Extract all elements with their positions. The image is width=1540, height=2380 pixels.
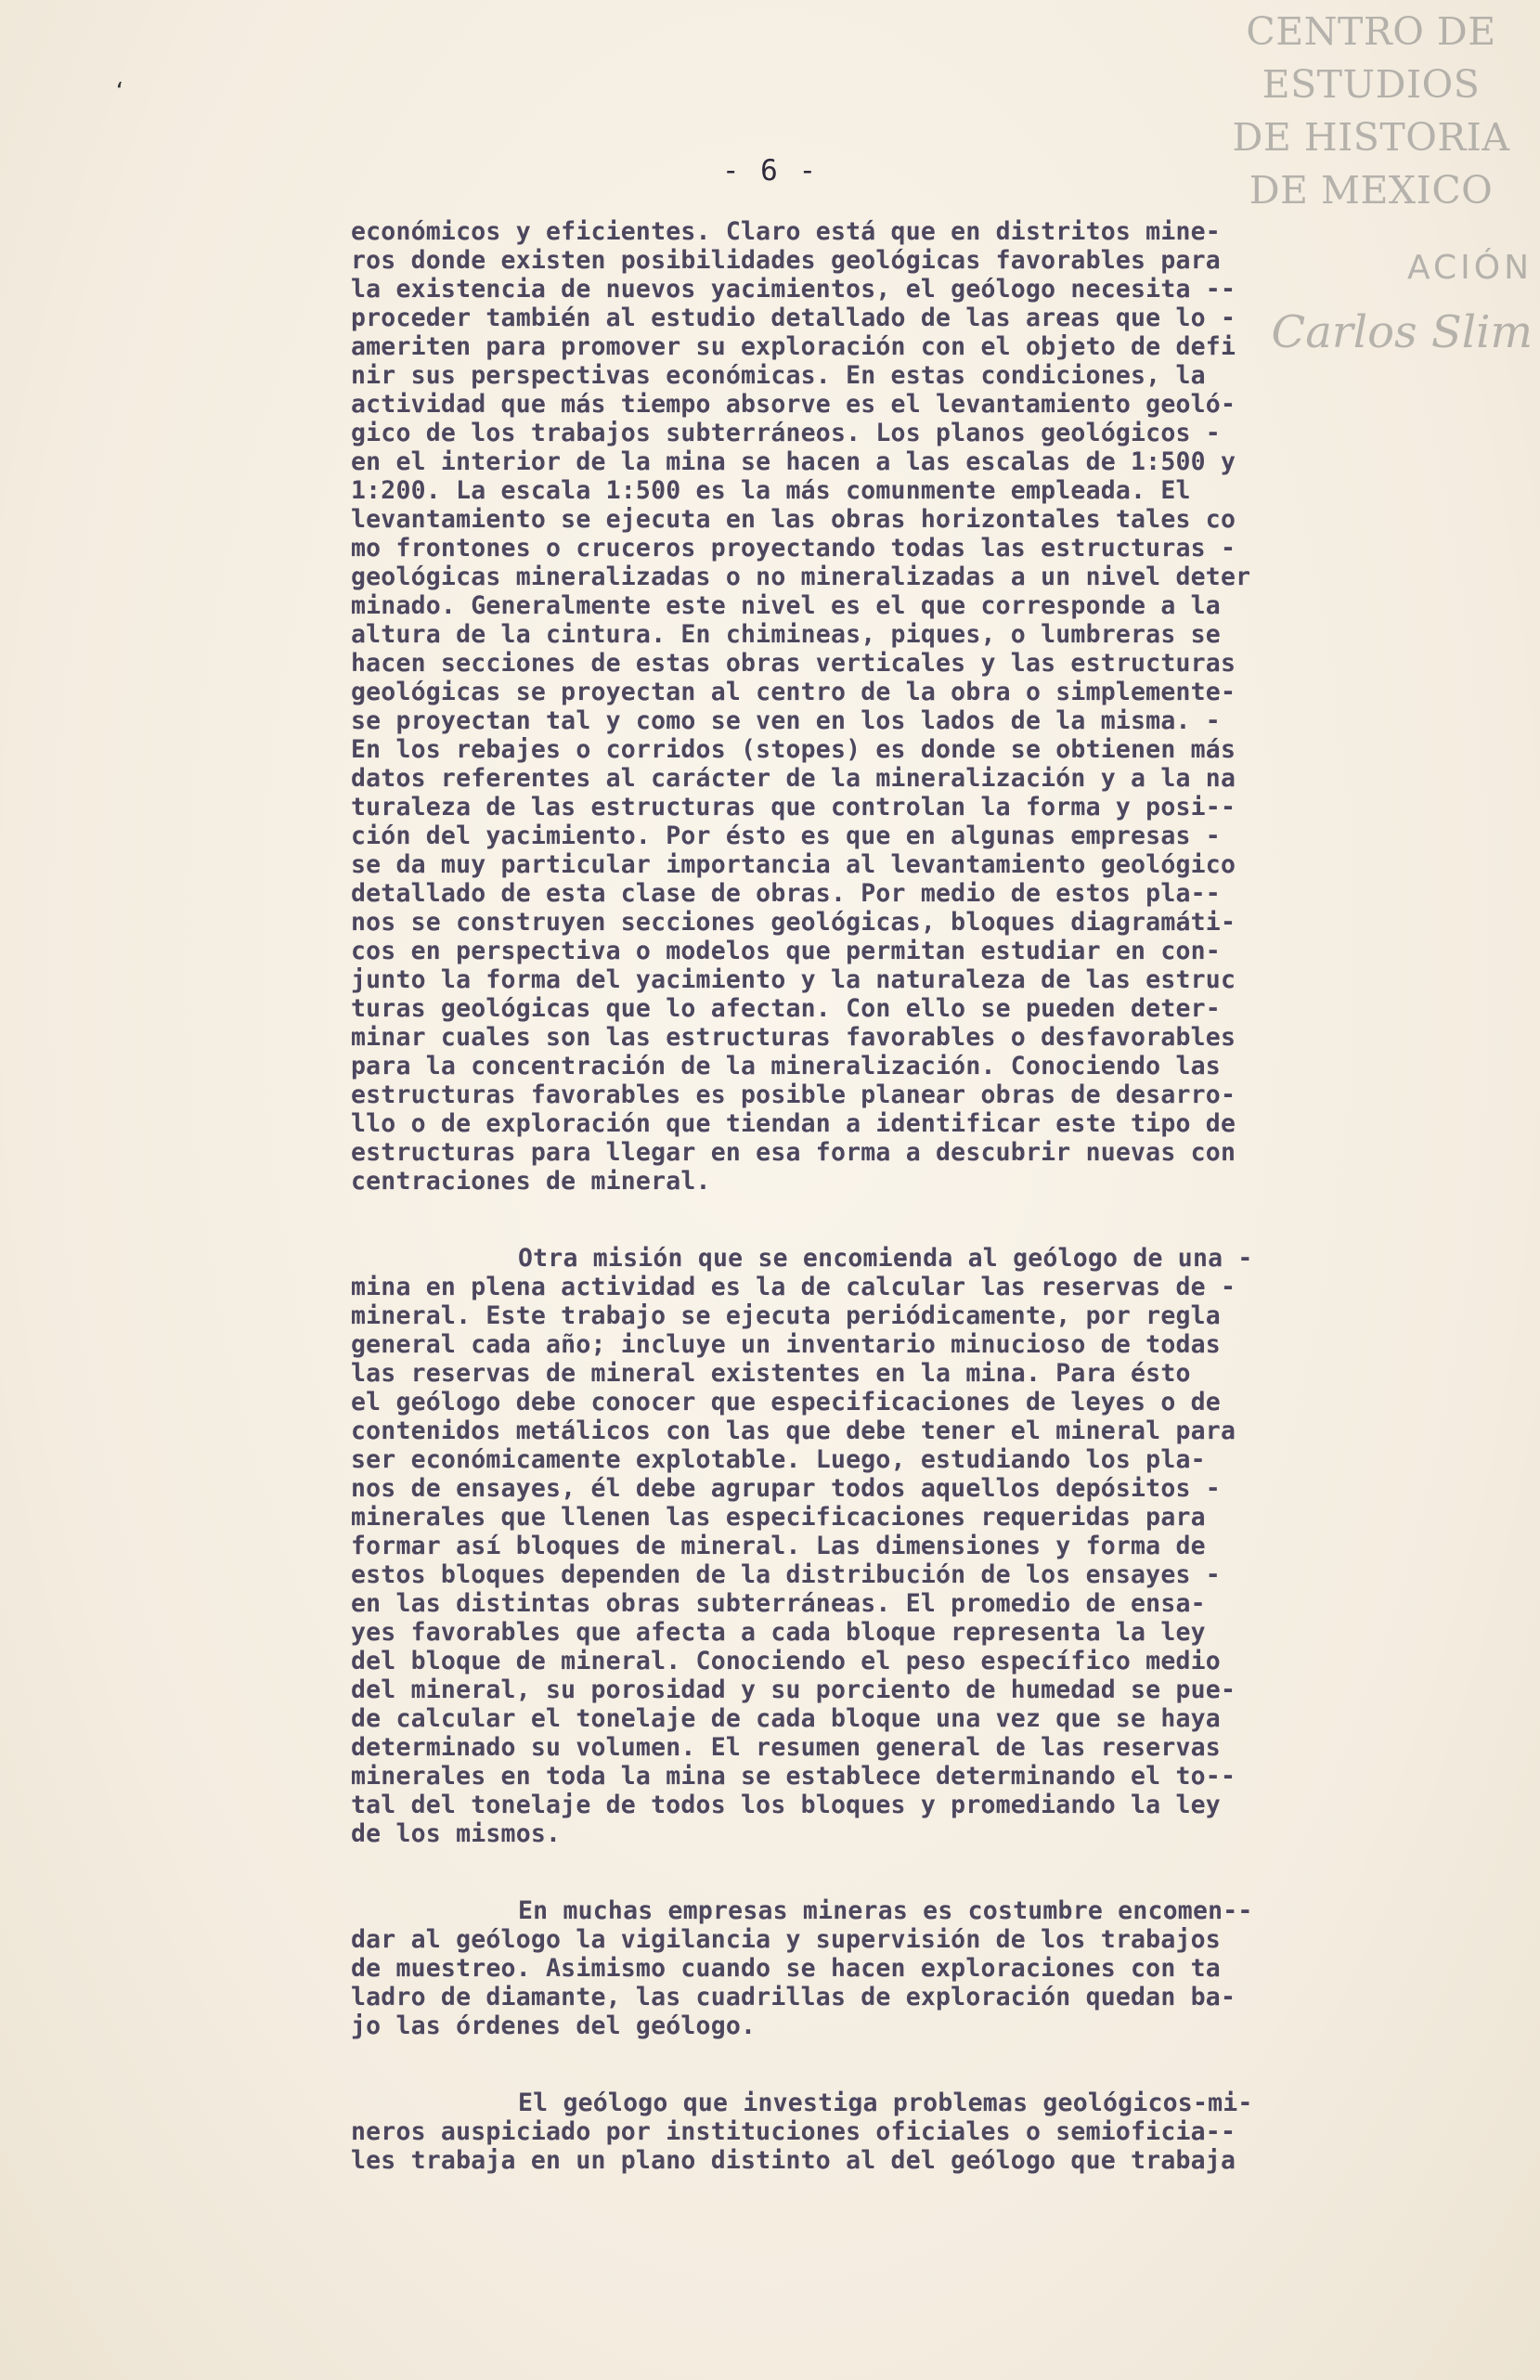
watermark-line: ESTUDIOS <box>1262 62 1481 107</box>
text-line: el geólogo debe conocer que especificaciones de leyes o de <box>351 1388 1221 1416</box>
text-line: actividad que más tiempo absorve es el levantamiento geoló- <box>351 390 1236 419</box>
text-line: En los rebajes o corridos (stopes) es donde se obtienen más <box>351 735 1236 764</box>
text-line: neros auspiciado por instituciones oficiales o semioficia-- <box>351 2117 1236 2146</box>
paragraph <box>351 217 1381 1196</box>
text-line: general cada año; incluye un inventario minucioso de todas <box>351 1330 1221 1359</box>
text-line: minado. Generalmente este nivel es el que corresponde a la <box>351 591 1221 620</box>
corner-mark: ‘ <box>113 80 126 103</box>
text-line: para la concentración de la mineralización. Conociendo las <box>351 1052 1221 1080</box>
text-line: gico de los trabajos subterráneos. Los planos geológicos - <box>351 419 1221 447</box>
text-line: jo las órdenes del geólogo. <box>351 2011 757 2040</box>
text-line: minerales que llenen las especificaciones requeridas para <box>351 1503 1206 1532</box>
paragraph <box>351 1896 1381 2040</box>
paragraph <box>351 2089 1381 2175</box>
text-line: yes favorables que afecta a cada bloque representa la ley <box>351 1618 1206 1647</box>
text-line: dar al geólogo la vigilancia y supervisión de los trabajos <box>351 1925 1221 1954</box>
text-line: Otra misión que se encomienda al geólogo de una - <box>518 1244 1253 1273</box>
text-line: estructuras para llegar en esa forma a descubrir nuevas con <box>351 1138 1236 1167</box>
text-line: en las distintas obras subterráneas. El promedio de ensa- <box>351 1589 1206 1618</box>
text-line: nir sus perspectivas económicas. En estas condiciones, la <box>351 361 1206 390</box>
text-line: ción del yacimiento. Por ésto es que en algunas empresas - <box>351 821 1221 850</box>
text-line: tal del tonelaje de todos los bloques y promediando la ley <box>351 1791 1221 1819</box>
text-line: mineral. Este trabajo se ejecuta periódicamente, por regla <box>351 1301 1221 1330</box>
text-line: minar cuales son las estructuras favorables o desfavorables <box>351 1023 1236 1052</box>
watermark-line: DE MEXICO <box>1249 168 1494 213</box>
text-line: altura de la cintura. En chimineas, piques, o lumbreras se <box>351 620 1221 649</box>
text-line: proceder también al estudio detallado de las areas que lo - <box>351 304 1236 332</box>
watermark-line: CENTRO DE <box>1246 9 1496 54</box>
text-line: les trabaja en un plano distinto al del geólogo que trabaja <box>351 2146 1236 2175</box>
watermark-line: DE HISTORIA <box>1232 115 1510 160</box>
text-line: llo o de exploración que tiendan a identificar este tipo de <box>351 1109 1236 1138</box>
paragraph <box>351 1244 1381 1848</box>
text-line: geológicas se proyectan al centro de la obra o simplemente- <box>351 678 1236 706</box>
text-line: del mineral, su porosidad y su porciento de humedad se pue- <box>351 1675 1236 1704</box>
watermark-signature: Carlos Slim <box>1271 306 1533 358</box>
text-line: turaleza de las estructuras que controlan la forma y posi-- <box>351 793 1236 821</box>
text-line: de los mismos. <box>351 1819 562 1848</box>
text-line: nos de ensayes, él debe agrupar todos aquellos depósitos - <box>351 1474 1221 1503</box>
text-line: económicos y eficientes. Claro está que en distritos mine- <box>351 217 1221 246</box>
text-line: ladro de diamante, las cuadrillas de exploración quedan ba- <box>351 1983 1236 2011</box>
text-line: 1:200. La escala 1:500 es la más comunmente empleada. El <box>351 476 1191 505</box>
text-line: las reservas de mineral existentes en la mina. Para ésto <box>351 1359 1191 1388</box>
text-line: nos se construyen secciones geológicas, bloques diagramáti- <box>351 908 1236 937</box>
text-line: formar así bloques de mineral. Las dimensiones y forma de <box>351 1532 1206 1560</box>
text-line: ameriten para promover su exploración con el objeto de defi <box>351 332 1236 361</box>
text-line: se da muy particular importancia al levantamiento geológico <box>351 850 1236 879</box>
text-line: mina en plena actividad es la de calcular las reservas de - <box>351 1273 1236 1301</box>
text-line: junto la forma del yacimiento y la naturaleza de las estruc <box>351 965 1236 994</box>
text-line: turas geológicas que lo afectan. Con ello se pueden deter- <box>351 994 1221 1023</box>
text-line: minerales en toda la mina se establece determinando el to-- <box>351 1762 1236 1791</box>
text-line: mo frontones o cruceros proyectando todas las estructuras - <box>351 534 1236 563</box>
text-line: estos bloques dependen de la distribución de los ensayes - <box>351 1560 1221 1589</box>
text-line: en el interior de la mina se hacen a las escalas de 1:500 y <box>351 447 1236 476</box>
text-line: levantamiento se ejecuta en las obras horizontales tales co <box>351 505 1236 534</box>
typewritten-body <box>351 217 1381 2223</box>
text-line: de calcular el tonelaje de cada bloque una vez que se haya <box>351 1704 1221 1733</box>
text-line: ros donde existen posibilidades geológicas favorables para <box>351 246 1221 275</box>
text-line: del bloque de mineral. Conociendo el peso específico medio <box>351 1647 1221 1675</box>
page-number: - 6 - <box>721 154 819 188</box>
text-line: la existencia de nuevos yacimientos, el geólogo necesita -- <box>351 275 1236 304</box>
text-line: determinado su volumen. El resumen general de las reservas <box>351 1733 1221 1762</box>
text-line: centraciones de mineral. <box>351 1167 711 1196</box>
text-line: de muestreo. Asimismo cuando se hacen exploraciones con ta <box>351 1954 1221 1983</box>
text-line: El geólogo que investiga problemas geológicos-mi- <box>518 2089 1253 2117</box>
text-line: se proyectan tal y como se ven en los lados de la misma. - <box>351 706 1221 735</box>
text-line: geológicas mineralizadas o no mineralizadas a un nivel deter <box>351 563 1251 591</box>
text-line: hacen secciones de estas obras verticales y las estructuras <box>351 649 1236 678</box>
text-line: detallado de esta clase de obras. Por medio de estos pla-- <box>351 879 1221 908</box>
text-line: contenidos metálicos con las que debe tener el mineral para <box>351 1416 1236 1445</box>
text-line: ser económicamente explotable. Luego, estudiando los pla- <box>351 1445 1206 1474</box>
text-line: En muchas empresas mineras es costumbre encomen-- <box>518 1896 1253 1925</box>
text-line: estructuras favorables es posible planear obras de desarro- <box>351 1080 1236 1109</box>
text-line: cos en perspectiva o modelos que permitan estudiar en con- <box>351 937 1221 965</box>
text-line: datos referentes al carácter de la mineralización y a la na <box>351 764 1236 793</box>
watermark-foundation: ACIÓN <box>1406 249 1533 287</box>
